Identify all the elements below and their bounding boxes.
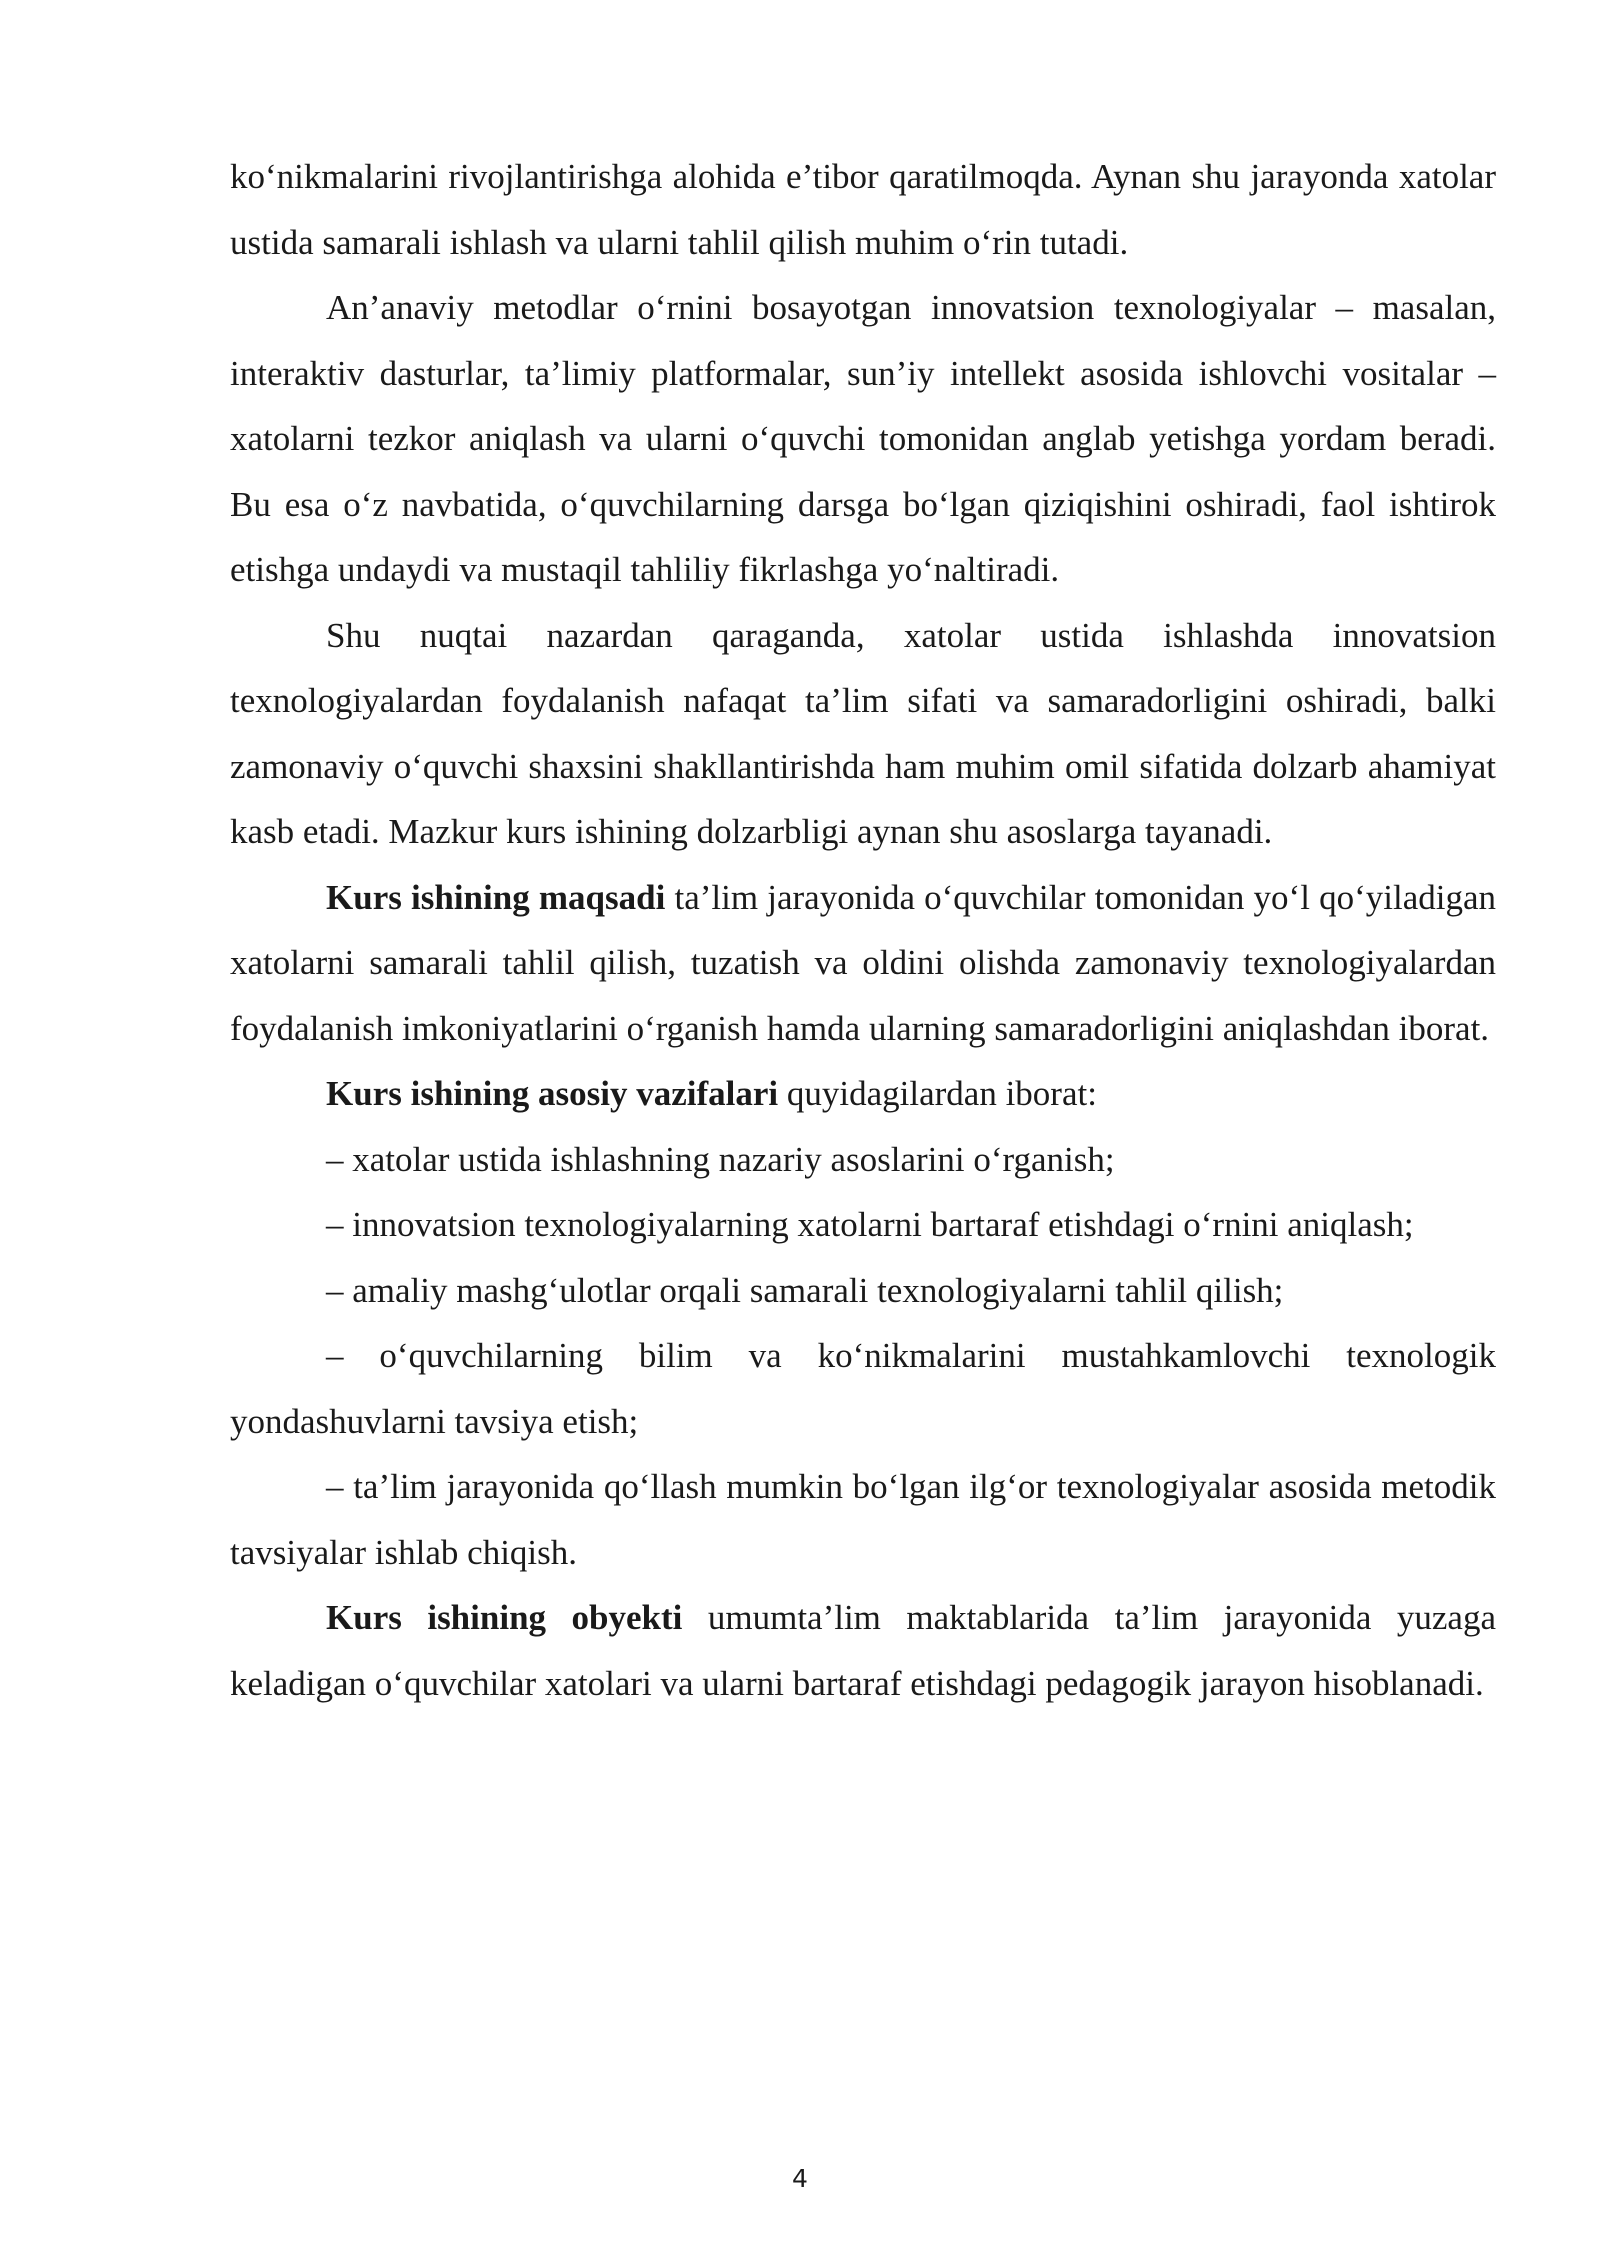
paragraph-tasks-intro <box>230 1061 1496 1127</box>
paragraph-relevance <box>230 603 1496 865</box>
page-number: 4 <box>792 2164 808 2193</box>
paragraph-object <box>230 1585 1496 1716</box>
paragraph-text: ko‘nikmalarini rivojlantirishga alohida e’tibor qaratilmoqda. Aynan shu jarayonda xatolar ustida samarali ishlash va ularni tahlil qilish muhim o‘rin tutadi. <box>230 157 1496 262</box>
task-item-text: – innovatsion texnologiyalarning xatolarni bartaraf etishdagi o‘rnini aniqlash; <box>326 1205 1414 1244</box>
task-item <box>230 1192 1496 1258</box>
task-item-text: – o‘quvchilarning bilim va ko‘nikmalarini mustahkamlovchi texnologik yondashuvlarni tavsiya etish; <box>230 1336 1496 1441</box>
paragraph-goal <box>230 865 1496 1062</box>
paragraph-text: Shu nuqtai nazardan qaraganda, xatolar ustida ishlashda innovatsion texnologiyalardan foydalanish nafaqat ta’lim sifati va samaradorligini oshiradi, balki zamonaviy o‘quvchi shaxsini shakllantirishda ham muhim omil sifatida dolzarb ahamiyat kasb etadi. Mazkur kurs ishining dolzarbligi aynan shu asoslarga tayanadi. <box>230 615 1496 851</box>
paragraph-text: An’anaviy metodlar o‘rnini bosayotgan innovatsion texnologiyalar – masalan, interaktiv dasturlar, ta’limiy platformalar, sun’iy intellekt asosida ishlovchi vositalar – xatolarni tezkor aniqlash va ularni o‘quvchi tomonidan anglab yetishga yordam beradi. Bu esa o‘z navbatida, o‘quvchilarning darsga bo‘lgan qiziqishini oshiradi, faol ishtirok etishga undaydi va mustaqil tahliliy fikrlashga yo‘naltiradi. <box>230 288 1496 589</box>
paragraph-text: ta’lim jarayonida o‘quvchilar tomonidan yo‘l qo‘yiladigan xatolarni samarali tahlil qilish, tuzatish va oldini olishda zamonaviy texnologiyalardan foydalanish imkoniyatlarini o‘rganish hamda ularning samaradorligini aniqlashdan iborat. <box>230 877 1496 1048</box>
task-item <box>230 1454 1496 1585</box>
paragraph-text: quyidagilardan iborat: <box>778 1074 1097 1113</box>
paragraph-innovative-technologies <box>230 275 1496 603</box>
task-item <box>230 1258 1496 1324</box>
goal-heading: Kurs ishining maqsadi <box>326 877 666 917</box>
task-item <box>230 1127 1496 1193</box>
task-item-text: – ta’lim jarayonida qo‘llash mumkin bo‘lgan ilg‘or texnologiyalar asosida metodik tavsiyalar ishlab chiqish. <box>230 1467 1496 1572</box>
task-item-text: – amaliy mashg‘ulotlar orqali samarali texnologiyalarni tahlil qilish; <box>326 1270 1284 1310</box>
paragraph-continuation <box>230 144 1496 275</box>
paragraph-text: umumta’lim maktablarida ta’lim jarayonida yuzaga keladigan o‘quvchilar xatolari va ularni bartaraf etishdagi pedagogik jarayon hisoblanadi. <box>230 1598 1496 1703</box>
task-item-text: – xatolar ustida ishlashning nazariy asoslarini o‘rganish; <box>326 1139 1115 1179</box>
document-body <box>230 144 1496 1716</box>
object-heading: Kurs ishining obyekti <box>326 1598 683 1637</box>
task-item <box>230 1323 1496 1454</box>
tasks-heading: Kurs ishining asosiy vazifalari <box>326 1074 779 1113</box>
